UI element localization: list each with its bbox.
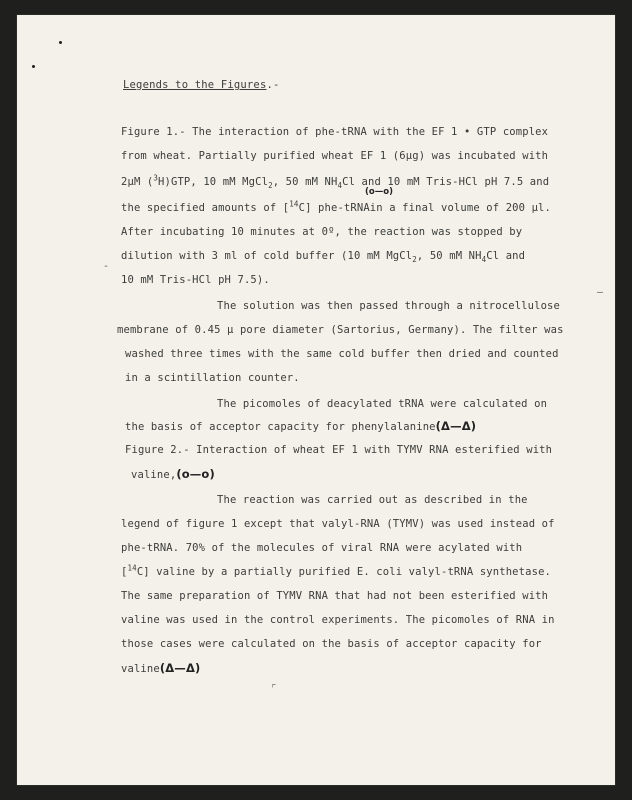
body-line: The solution was then passed through a nitrocellulose xyxy=(217,300,560,312)
handwritten-valine-circles: (o—o) xyxy=(176,467,215,481)
body-line: washed three times with the same cold buffer then dried and counted xyxy=(125,348,559,360)
body-line xyxy=(121,661,200,676)
body-line: 2μM ($^3$H)GTP, 10 mM MgCl$_2$, 50 mM $NH_4Cl$ and 10 mM Tris-HCl pH 7.5 and xyxy=(121,173,550,191)
pencil-mark: ⌜ xyxy=(271,683,278,694)
body-line: the specified amounts of [$^{14}$C] phe-tRNAin a final volume of 200 μl. xyxy=(121,199,551,214)
body-line: valine was used in the control experiments. The picomoles of RNA in xyxy=(121,614,555,626)
body-line: in a scintillation counter. xyxy=(125,372,300,384)
body-line: The picomoles of deacylated tRNA were calculated on xyxy=(217,398,548,410)
body-line: phe-tRNA. 70% of the molecules of viral RNA were acylated with xyxy=(121,542,523,554)
body-line: dilution with 3 ml of cold buffer (10 mM MgCl$_2$, 50 mM $NH_4Cl$ and xyxy=(121,250,526,265)
heading-text: Legends to the Figures xyxy=(123,79,267,91)
body-text: the basis of acceptor capacity for phenylalanine xyxy=(125,421,436,433)
body-line xyxy=(125,419,476,434)
body-line: 10 mM Tris-HCl pH 7.5). xyxy=(121,274,270,286)
body-line: from wheat. Partially purified wheat EF 1 (6μg) was incubated with xyxy=(121,150,549,162)
body-line: Figure 1.- The interaction of phe-tRNA with the EF 1 • GTP complex xyxy=(121,126,549,138)
handwritten-triangle-symbol: (Δ—Δ) xyxy=(435,419,477,433)
body-line xyxy=(131,467,215,482)
handwritten-valine-triangles: (Δ—Δ) xyxy=(159,661,201,675)
body-line: Figure 2.- Interaction of wheat EF 1 with TYMV RNA esterified with xyxy=(125,444,553,456)
margin-dash: - xyxy=(103,261,110,272)
body-line: membrane of 0.45 μ pore diameter (Sartorius, Germany). The filter was xyxy=(117,324,564,336)
heading-suffix: .- xyxy=(266,79,280,91)
handwritten-circle-symbol: (o—o) xyxy=(365,187,393,197)
body-line: those cases were calculated on the basis of acceptor capacity for xyxy=(121,638,542,650)
body-text: valine xyxy=(121,663,160,675)
document-page xyxy=(16,14,616,786)
margin-dash: — xyxy=(597,287,604,298)
body-text: valine, xyxy=(131,469,177,481)
page-heading xyxy=(123,79,280,91)
body-line: The reaction was carried out as described in the xyxy=(217,494,528,506)
body-line: The same preparation of TYMV RNA that had not been esterified with xyxy=(121,590,549,602)
margin-dot xyxy=(32,65,35,68)
body-line: legend of figure 1 except that valyl-RNA (TYMV) was used instead of xyxy=(121,518,555,530)
margin-dot xyxy=(59,41,62,44)
body-line: [$^{14}$C] valine by a partially purified E. coli valyl-tRNA synthetase. xyxy=(121,563,552,578)
body-line: After incubating 10 minutes at 0º, the reaction was stopped by xyxy=(121,226,523,238)
